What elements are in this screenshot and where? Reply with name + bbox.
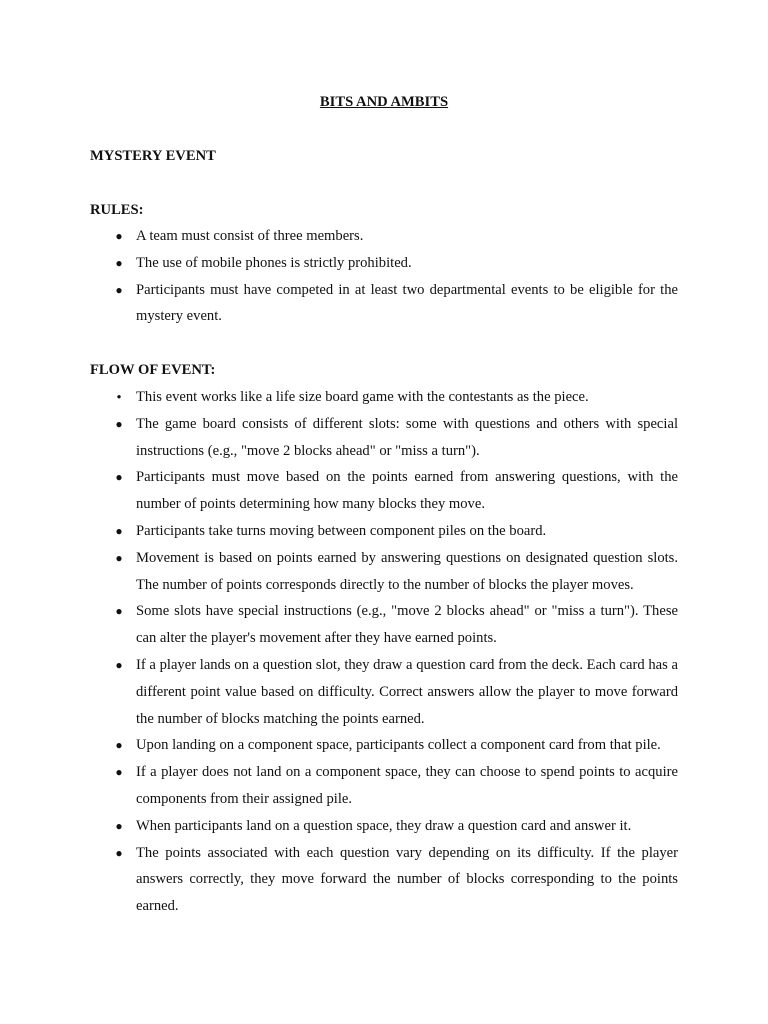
- flow-text: Some slots have special instructions (e.g., "move 2 blocks ahead" or "miss a turn"). These can alter the player's movement after they have earned points.: [136, 603, 678, 647]
- bullet-icon: ●: [115, 470, 123, 485]
- list-item: [0, 759, 768, 813]
- rule-text: A team must consist of three members.: [136, 228, 364, 244]
- flow-text: The game board consists of different slots: some with questions and others with special instructions (e.g., "move 2 blocks ahead" or "miss a turn").: [136, 415, 678, 459]
- flow-text: Upon landing on a component space, participants collect a component card from that pile.: [136, 737, 661, 754]
- bullet-icon: ●: [116, 392, 122, 401]
- list-item: [0, 732, 768, 759]
- flow-text: This event works like a life size board game with the contestants as the piece.: [136, 389, 589, 405]
- list-item: [0, 277, 768, 331]
- list-item: [0, 518, 768, 545]
- rule-text: Participants must have competed in at least two departmental events to be eligible for the mystery event.: [136, 281, 678, 325]
- flow-text: Participants take turns moving between component piles on the board.: [136, 522, 547, 539]
- flow-text: The points associated with each question vary depending on its difficulty. If the player answers correctly, they move forward the number of blocks corresponding to the points earned.: [136, 844, 678, 915]
- list-item: [0, 545, 768, 599]
- bullet-icon: ●: [115, 282, 123, 297]
- bullet-icon: ●: [115, 604, 123, 619]
- bullet-icon: ●: [115, 416, 123, 431]
- bullet-icon: ●: [115, 229, 123, 243]
- rules-heading: RULES:: [90, 202, 144, 218]
- list-item: [0, 250, 768, 277]
- rules-list: [0, 223, 768, 330]
- flow-text: If a player lands on a question slot, they draw a question card from the deck. Each card has a different point value based on difficulty. Correct answers allow the player to move forward the number of blocks matching the points earned.: [136, 656, 678, 727]
- event-heading: MYSTERY EVENT: [90, 148, 216, 164]
- document-title: BITS AND AMBITS: [319, 94, 449, 110]
- flow-text: If a player does not land on a component space, they can choose to spend points to acquire components from their assigned pile.: [136, 764, 678, 807]
- flow-text: When participants land on a question space, they draw a question card and answer it.: [136, 817, 632, 834]
- flow-list: [0, 384, 768, 920]
- bullet-icon: ●: [115, 845, 123, 860]
- flow-text: Participants must move based on the points earned from answering questions, with the number of points determining how many blocks they move.: [136, 469, 678, 513]
- list-item: [0, 598, 768, 652]
- list-item: [0, 840, 768, 920]
- bullet-icon: ●: [115, 657, 123, 672]
- bullet-icon: ●: [115, 255, 123, 270]
- bullet-icon: ●: [115, 523, 123, 538]
- bullet-icon: ●: [115, 550, 123, 565]
- rule-text: The use of mobile phones is strictly prohibited.: [136, 254, 412, 271]
- bullet-icon: ●: [115, 765, 123, 780]
- list-item: [0, 464, 768, 518]
- list-item: [0, 223, 768, 250]
- flow-text: Movement is based on points earned by answering questions on designated question slots. The number of points corresponds directly to the number of blocks the player moves.: [136, 549, 678, 593]
- list-item: [0, 652, 768, 732]
- bullet-icon: ●: [115, 738, 123, 753]
- list-item: [0, 384, 768, 411]
- list-item: [0, 813, 768, 840]
- bullet-icon: ●: [115, 818, 123, 833]
- flow-heading: FLOW OF EVENT:: [90, 362, 216, 378]
- list-item: [0, 411, 768, 465]
